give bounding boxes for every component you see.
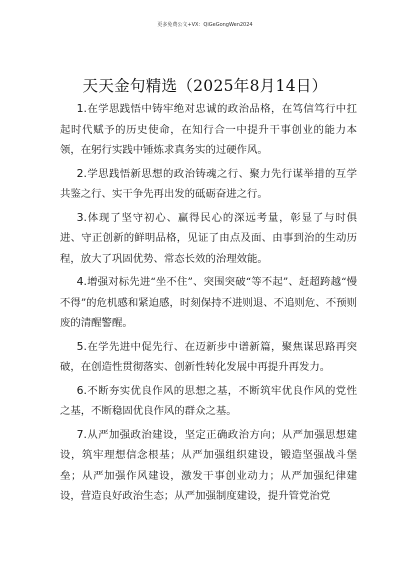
item-text: 增强对标先进“坐不住”、突围突破“等不起”、赶超跨越“慢不得”的危机感和紧迫感，时刻保持不进则退、不追则危、不预则废的清醒警醒。 — [60, 276, 357, 329]
list-item — [60, 425, 357, 507]
item-number: 5. — [76, 339, 87, 353]
header-note: 更多免费公文+VX：QiGeGongWen2024 — [157, 22, 253, 28]
item-text: 不断夯实优良作风的思想之基，不断筑牢优良作风的党性之基，不断稳固优良作风的群众之基。 — [60, 384, 357, 417]
list-item — [60, 337, 357, 378]
list-item — [60, 381, 357, 422]
item-number: 7. — [76, 427, 87, 441]
item-text: 在学思践悟中铸牢绝对忠诚的政治品格，在笃信笃行中扛起时代赋予的历史使命，在知行合一中提升干事创业的能力本领，在躬行实践中锤炼求真务实的过硬作风。 — [60, 103, 357, 156]
document-body — [60, 99, 357, 510]
page-title: 天天金句精选（2025年8月14日） — [82, 77, 328, 95]
list-item — [60, 272, 357, 334]
list-item — [60, 164, 357, 205]
item-number: 6. — [76, 383, 87, 397]
item-text: 学思践悟新思想的政治铸魂之行、聚力先行谋举措的互学共鉴之行、实干争先再出发的砥砺奋进之行。 — [60, 167, 357, 200]
list-item — [60, 208, 357, 270]
list-item — [60, 99, 357, 161]
item-text: 从严加强政治建设，坚定正确政治方向；从严加强思想建设，筑牢理想信念根基；从严加强组织建设，锻造坚强战斗堡垒；从严加强作风建设，激发干事创业动力；从严加强纪律建设，营造良好政治生态；从严加强制度建设，提升管党治党 — [60, 428, 357, 502]
item-text: 在学先进中促先行、在迈新步中谱新篇，聚焦谋思路再突破，在创造性贯彻落实、创新性转化发展中再提升再发力。 — [60, 340, 357, 373]
item-number: 1. — [76, 102, 87, 115]
item-number: 3. — [76, 210, 87, 224]
item-number: 4. — [76, 275, 87, 288]
item-number: 2. — [76, 166, 87, 180]
item-text: 体现了坚守初心、赢得民心的深远考量，彰显了与时俱进、守正创新的鲜明品格，见证了由点及面、由事到治的生动历程，放大了巩固优势、常态长效的治理效能。 — [60, 211, 357, 265]
